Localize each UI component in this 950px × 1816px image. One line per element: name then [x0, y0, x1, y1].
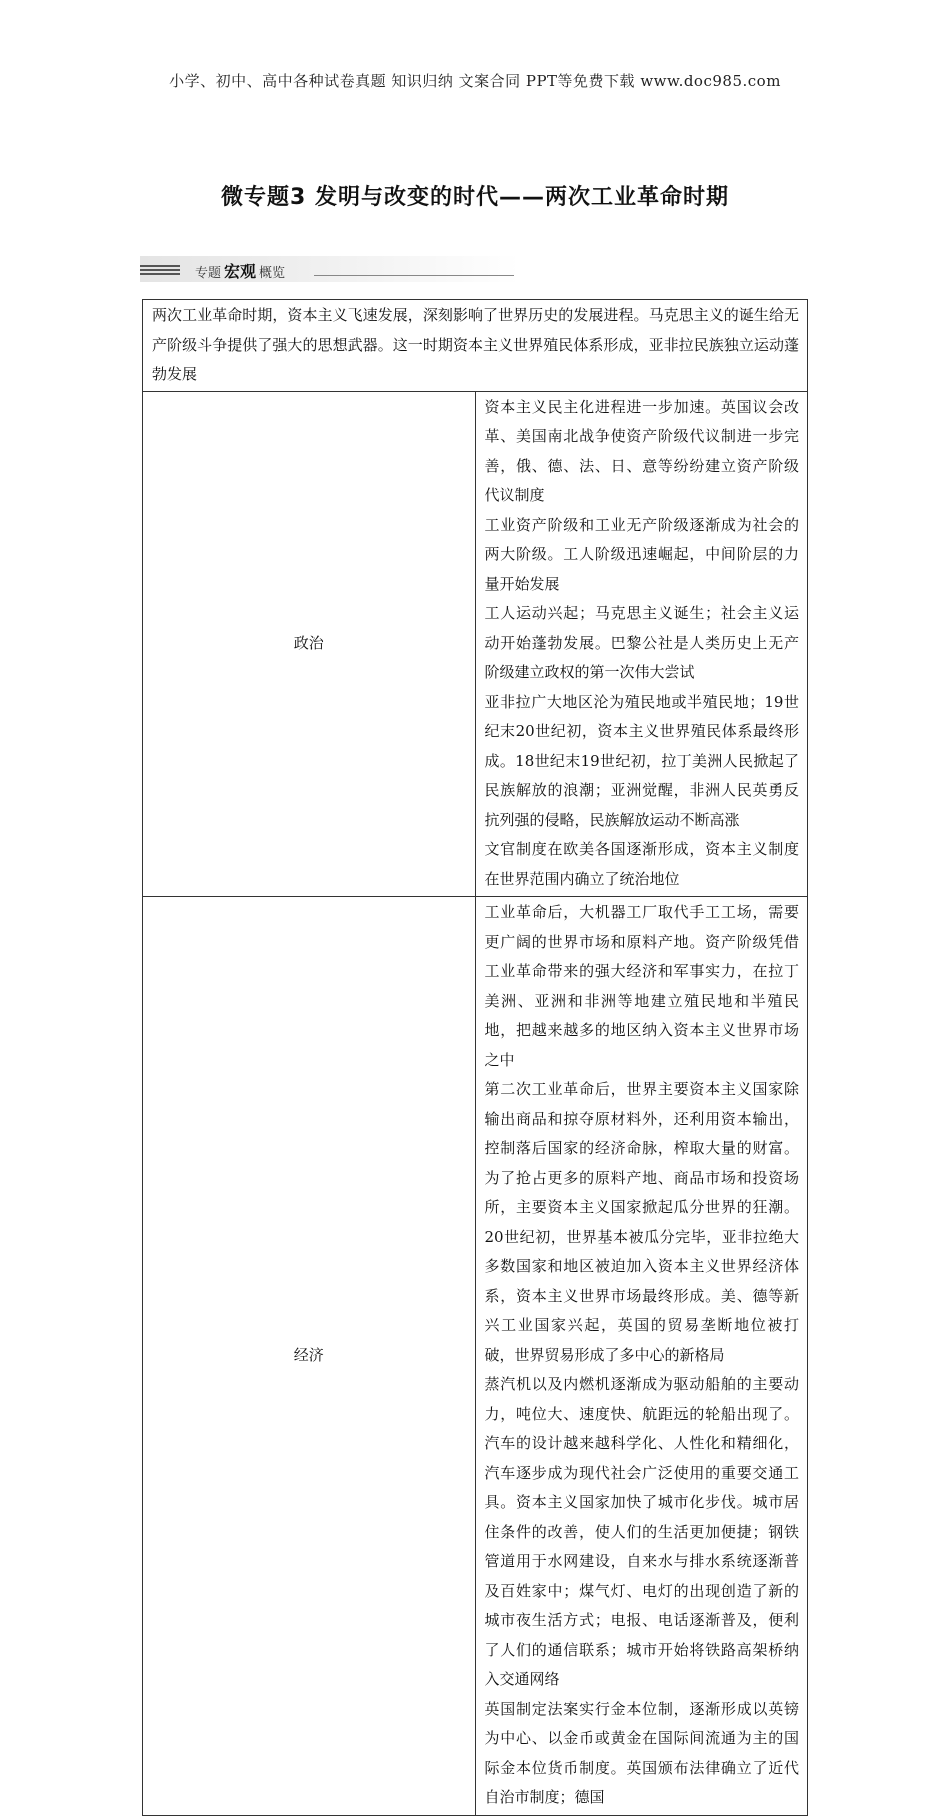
banner-rule: [314, 275, 514, 276]
overview-table: [142, 299, 808, 1816]
economy-content: [475, 897, 808, 1816]
politics-paragraph: 工人运动兴起；马克思主义诞生；社会主义运动开始蓬勃发展。巴黎公社是人类历史上无产阶级建立政权的第一次伟大尝试: [484, 604, 799, 681]
economy-paragraph: 英国制定法案实行金本位制，逐渐形成以英镑为中心、以金币或黄金在国际间流通为主的国际金本位货币制度。英国颁布法律确立了近代自治市制度；德国: [484, 1699, 799, 1806]
banner-label: [195, 259, 285, 282]
banner-label-part1: 专题: [195, 266, 222, 281]
politics-paragraph: 工业资产阶级和工业无产阶级逐渐成为社会的两大阶级。工人阶级迅速崛起，中间阶层的力量开始发展: [484, 515, 799, 593]
economy-label: 经济: [143, 897, 476, 1816]
banner-label-part3: 概览: [259, 266, 286, 281]
politics-paragraph: 亚非拉广大地区沦为殖民地或半殖民地；19世纪末20世纪初，资本主义世界殖民体系最终形成。18世纪末19世纪初，拉丁美洲人民掀起了民族解放的浪潮；亚洲觉醒，非洲人民英勇反抗列强的侵略，民族解放运动不断高涨: [484, 692, 799, 829]
politics-row: [143, 391, 808, 897]
economy-paragraph: 蒸汽机以及内燃机逐渐成为驱动船舶的主要动力，吨位大、速度快、航距远的轮船出现了。汽车的设计越来越科学化、人性化和精细化，汽车逐步成为现代社会广泛使用的重要交通工具。资本主义国家加快了城市化步伐。城市居住条件的改善，使人们的生活更加便捷；钢铁管道用于水网建设，自来水与排水系统逐渐普及百姓家中；煤气灯、电灯的出现创造了新的城市夜生活方式；电报、电话逐渐普及，便利了人们的通信联系；城市开始将铁路高架桥纳入交通网络: [484, 1375, 799, 1688]
economy-paragraph: 第二次工业革命后，世界主要资本主义国家除输出商品和掠夺原材料外，还利用资本输出，控制落后国家的经济命脉，榨取大量的财富。为了抢占更多的原料产地、商品市场和投资场所，主要资本主义国家掀起瓜分世界的狂潮。20世纪初，世界基本被瓜分完毕，亚非拉绝大多数国家和地区被迫加入资本主义世界经济体系，资本主义世界市场最终形成。美、德等新兴工业国家兴起，英国的贸易垄断地位被打破，世界贸易形成了多中心的新格局: [484, 1080, 799, 1364]
page-header: 小学、初中、高中各种试卷真题 知识归纳 文案合同 PPT等免费下载 www.doc985.com: [169, 72, 781, 90]
politics-content: [475, 391, 808, 897]
banner-label-part2: 宏观: [224, 262, 257, 281]
politics-label: 政治: [143, 391, 476, 897]
banner-stripes-decoration: [140, 265, 180, 275]
intro-cell: 两次工业革命时期，资本主义飞速发展，深刻影响了世界历史的发展进程。马克思主义的诞生给无产阶级斗争提供了强大的思想武器。这一时期资本主义世界殖民体系形成，亚非拉民族独立运动蓬勃发展: [143, 300, 808, 392]
page-title: 微专题3 发明与改变的时代——两次工业革命时期: [221, 185, 729, 210]
politics-paragraph: 资本主义民主化进程进一步加速。英国议会改革、美国南北战争使资产阶级代议制进一步完善，俄、德、法、日、意等纷纷建立资产阶级代议制度: [484, 397, 799, 504]
economy-paragraph: 工业革命后，大机器工厂取代手工工场，需要更广阔的世界市场和原料产地。资产阶级凭借工业革命带来的强大经济和军事实力，在拉丁美洲、亚洲和非洲等地建立殖民地和半殖民地，把越来越多的地区纳入资本主义世界市场之中: [484, 903, 799, 1069]
section-banner: [140, 256, 520, 282]
politics-paragraph: 文官制度在欧美各国逐渐形成，资本主义制度在世界范围内确立了统治地位: [484, 840, 799, 888]
economy-row: [143, 897, 808, 1816]
intro-row: [143, 300, 808, 392]
